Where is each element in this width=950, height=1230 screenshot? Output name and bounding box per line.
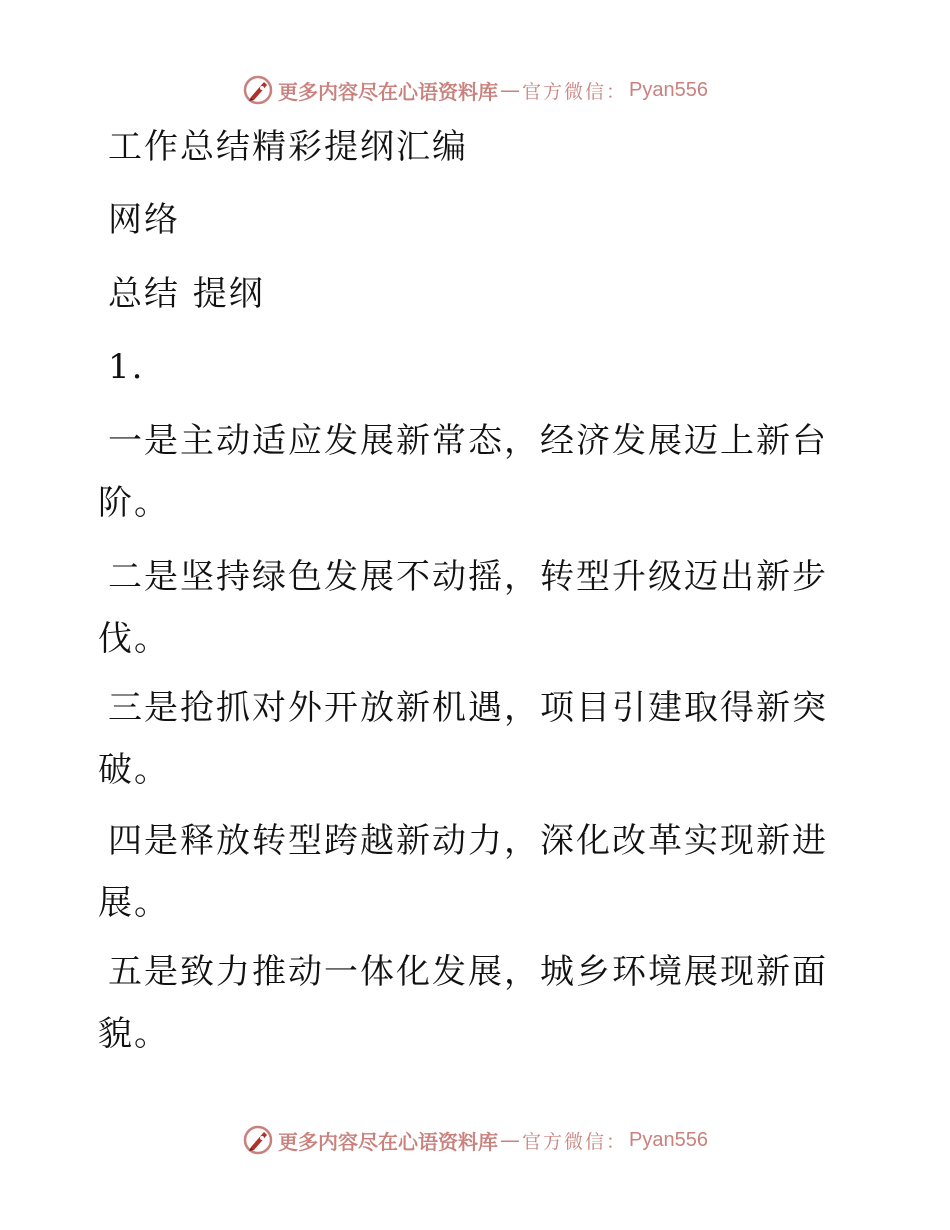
pen-logo-icon xyxy=(242,1124,274,1156)
list-item-continuation: 展。 xyxy=(98,883,170,923)
list-item-continuation: 伐。 xyxy=(98,619,170,659)
watermark-dash: — xyxy=(500,1128,520,1152)
document-source: 网络 xyxy=(108,200,180,240)
list-item xyxy=(98,810,828,934)
list-item-continuation: 貌。 xyxy=(98,1014,170,1054)
pen-logo-icon xyxy=(242,74,274,106)
document-title: 工作总结精彩提纲汇编 xyxy=(108,127,468,167)
document-subtitle: 总结 提纲 xyxy=(108,274,265,314)
section-number: 1. xyxy=(108,347,145,387)
list-item-line: 二是坚持绿色发展不动摇，转型升级迈出新步 xyxy=(108,557,828,597)
list-item-line: 三是抢抓对外开放新机遇，项目引建取得新突 xyxy=(108,688,828,728)
watermark-official-label: 官方微信： xyxy=(522,1130,628,1153)
list-item xyxy=(98,677,828,801)
list-item-continuation: 破。 xyxy=(98,750,170,790)
list-item-line: 一是主动适应发展新常态，经济发展迈上新台 xyxy=(108,421,828,461)
list-item-continuation: 阶。 xyxy=(98,483,170,523)
watermark-banner-bottom xyxy=(0,1120,950,1160)
list-item xyxy=(98,410,828,534)
list-item-line: 四是释放转型跨越新动力，深化改革实现新进 xyxy=(108,821,828,861)
watermark-dash: — xyxy=(500,78,520,102)
watermark-banner-top xyxy=(0,70,950,110)
watermark-official-label: 官方微信： xyxy=(522,80,628,103)
watermark-text: 更多内容尽在心语资料库 xyxy=(278,1129,498,1154)
watermark-text: 更多内容尽在心语资料库 xyxy=(278,79,498,104)
watermark-wechat-id: Pyan556 xyxy=(629,78,708,101)
list-item xyxy=(98,546,828,670)
watermark-wechat-id: Pyan556 xyxy=(629,1128,708,1151)
list-item-line: 五是致力推动一体化发展，城乡环境展现新面 xyxy=(108,952,828,992)
list-item xyxy=(98,941,828,1065)
